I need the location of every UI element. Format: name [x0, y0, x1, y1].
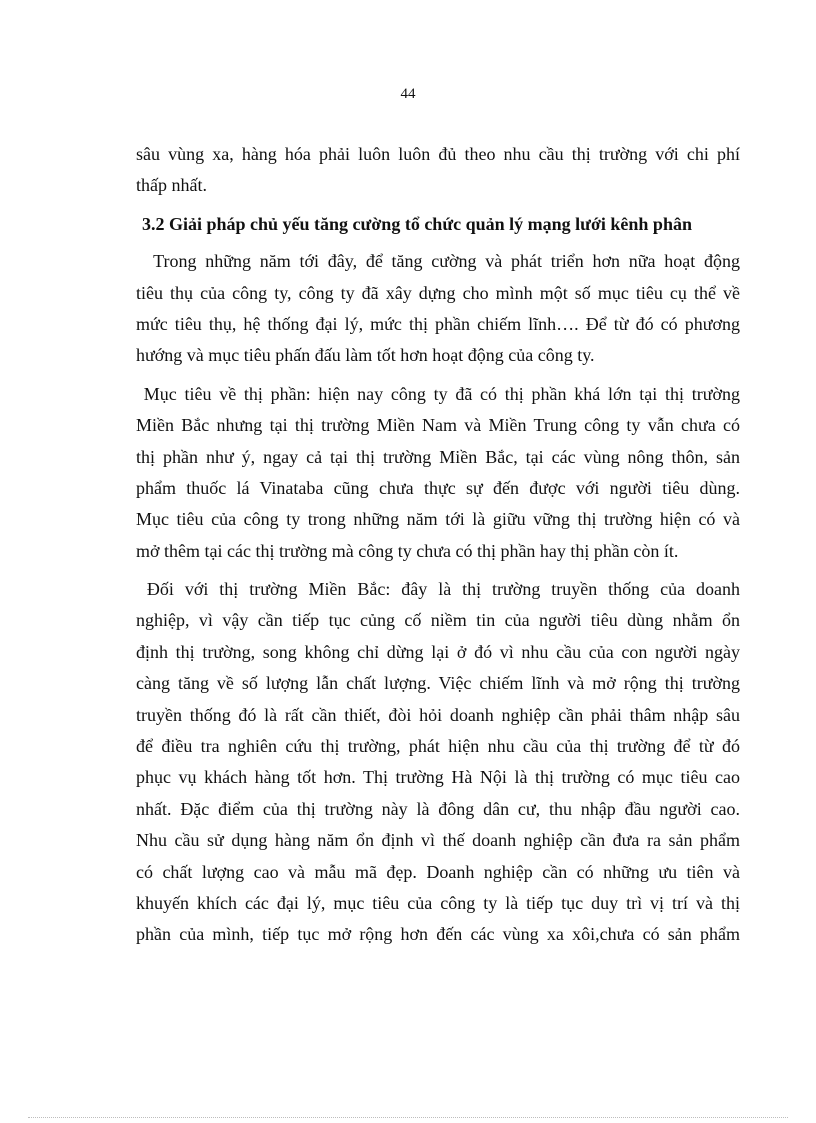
text-line: tiêu thụ của công ty, công ty đã xây dựng cho mình một số mục tiêu cụ thể về	[136, 282, 740, 303]
text-line: truyền thống đó là rất cần thiết, đòi hỏi doanh nghiệp cần phải thâm nhập sâu	[136, 704, 740, 725]
text-line: Trong những năm tới đây, để tăng cường và phát triển hơn nữa hoạt động	[136, 251, 740, 272]
text-line: định thị trường, song không chỉ dừng lại ở đó vì nhu cầu của con người ngày	[136, 641, 740, 662]
paragraph-intro	[136, 246, 740, 372]
text-line: Miền Bắc nhưng tại thị trường Miền Nam và Miền Trung công ty vẫn chưa có	[136, 415, 740, 436]
text-line: phần của mình, tiếp tục mở rộng hơn đến các vùng xa xôi,chưa có sản phẩm	[136, 924, 740, 945]
text-line: hướng và mục tiêu phấn đấu làm tốt hơn hoạt động của công ty.	[136, 345, 595, 366]
page-bottom-divider	[28, 1117, 788, 1118]
text-line: nhất. Đặc điểm của thị trường này là đông dân cư, thu nhập đầu người cao.	[136, 798, 740, 819]
document-body	[136, 139, 740, 958]
text-line: Nhu cầu sử dụng hàng năm ổn định vì thế doanh nghiệp cần đưa ra sản phẩm	[136, 830, 740, 851]
paragraph-continuation	[136, 139, 740, 202]
text-line: Mục tiêu của công ty trong những năm tới là giữu vững thị trường hiện có và	[136, 509, 740, 530]
text-line: mở thêm tại các thị trường mà công ty chưa có thị phần hay thị phần còn ít.	[136, 540, 679, 561]
text-line: phẩm thuốc lá Vinataba cũng chưa thực sự đến được với người tiêu dùng.	[136, 477, 740, 498]
text-line: có chất lượng cao và mẫu mã đẹp. Doanh nghiệp cần có những ưu tiên và	[136, 861, 740, 882]
text-line: để điều tra nghiên cứu thị trường, phát hiện nhu cầu của thị trường để từ đó	[136, 736, 740, 757]
text-line: phục vụ khách hàng tốt hơn. Thị trường Hà Nội là thị trường có mục tiêu cao	[136, 767, 740, 788]
text-line: càng tăng về số lượng lẫn chất lượng. Việc chiếm lĩnh và mở rộng thị trường	[136, 673, 740, 694]
text-line: mức tiêu thụ, hệ thống đại lý, mức thị phần chiếm lĩnh…. Để từ đó có phương	[136, 313, 740, 334]
text-line: thị phần như ý, ngay cả tại thị trường Miền Bắc, tại các vùng nông thôn, sản	[136, 446, 740, 467]
text-line: thấp nhất.	[136, 175, 207, 196]
text-line: Mục tiêu về thị phần: hiện nay công ty đã có thị phần khá lớn tại thị trường	[136, 383, 740, 404]
text-line: sâu vùng xa, hàng hóa phải luôn luôn đủ theo nhu cầu thị trường với chi phí	[136, 144, 740, 164]
text-line: khuyến khích các đại lý, mục tiêu của công ty là tiếp tục duy trì vị trí và thị	[136, 893, 740, 913]
paragraph-northern-market	[136, 574, 740, 951]
section-heading: 3.2 Giải pháp chủ yếu tăng cường tổ chức quản lý mạng lưới kênh phân	[142, 213, 692, 234]
text-line: nghiệp, vì vậy cần tiếp tục củng cố niềm tin của người tiêu dùng nhằm ổn	[136, 610, 740, 631]
text-line: Đối với thị trường Miền Bắc: đây là thị trường truyền thống của doanh	[136, 579, 740, 600]
page-number: 44	[400, 86, 416, 102]
paragraph-market-share	[136, 379, 740, 567]
